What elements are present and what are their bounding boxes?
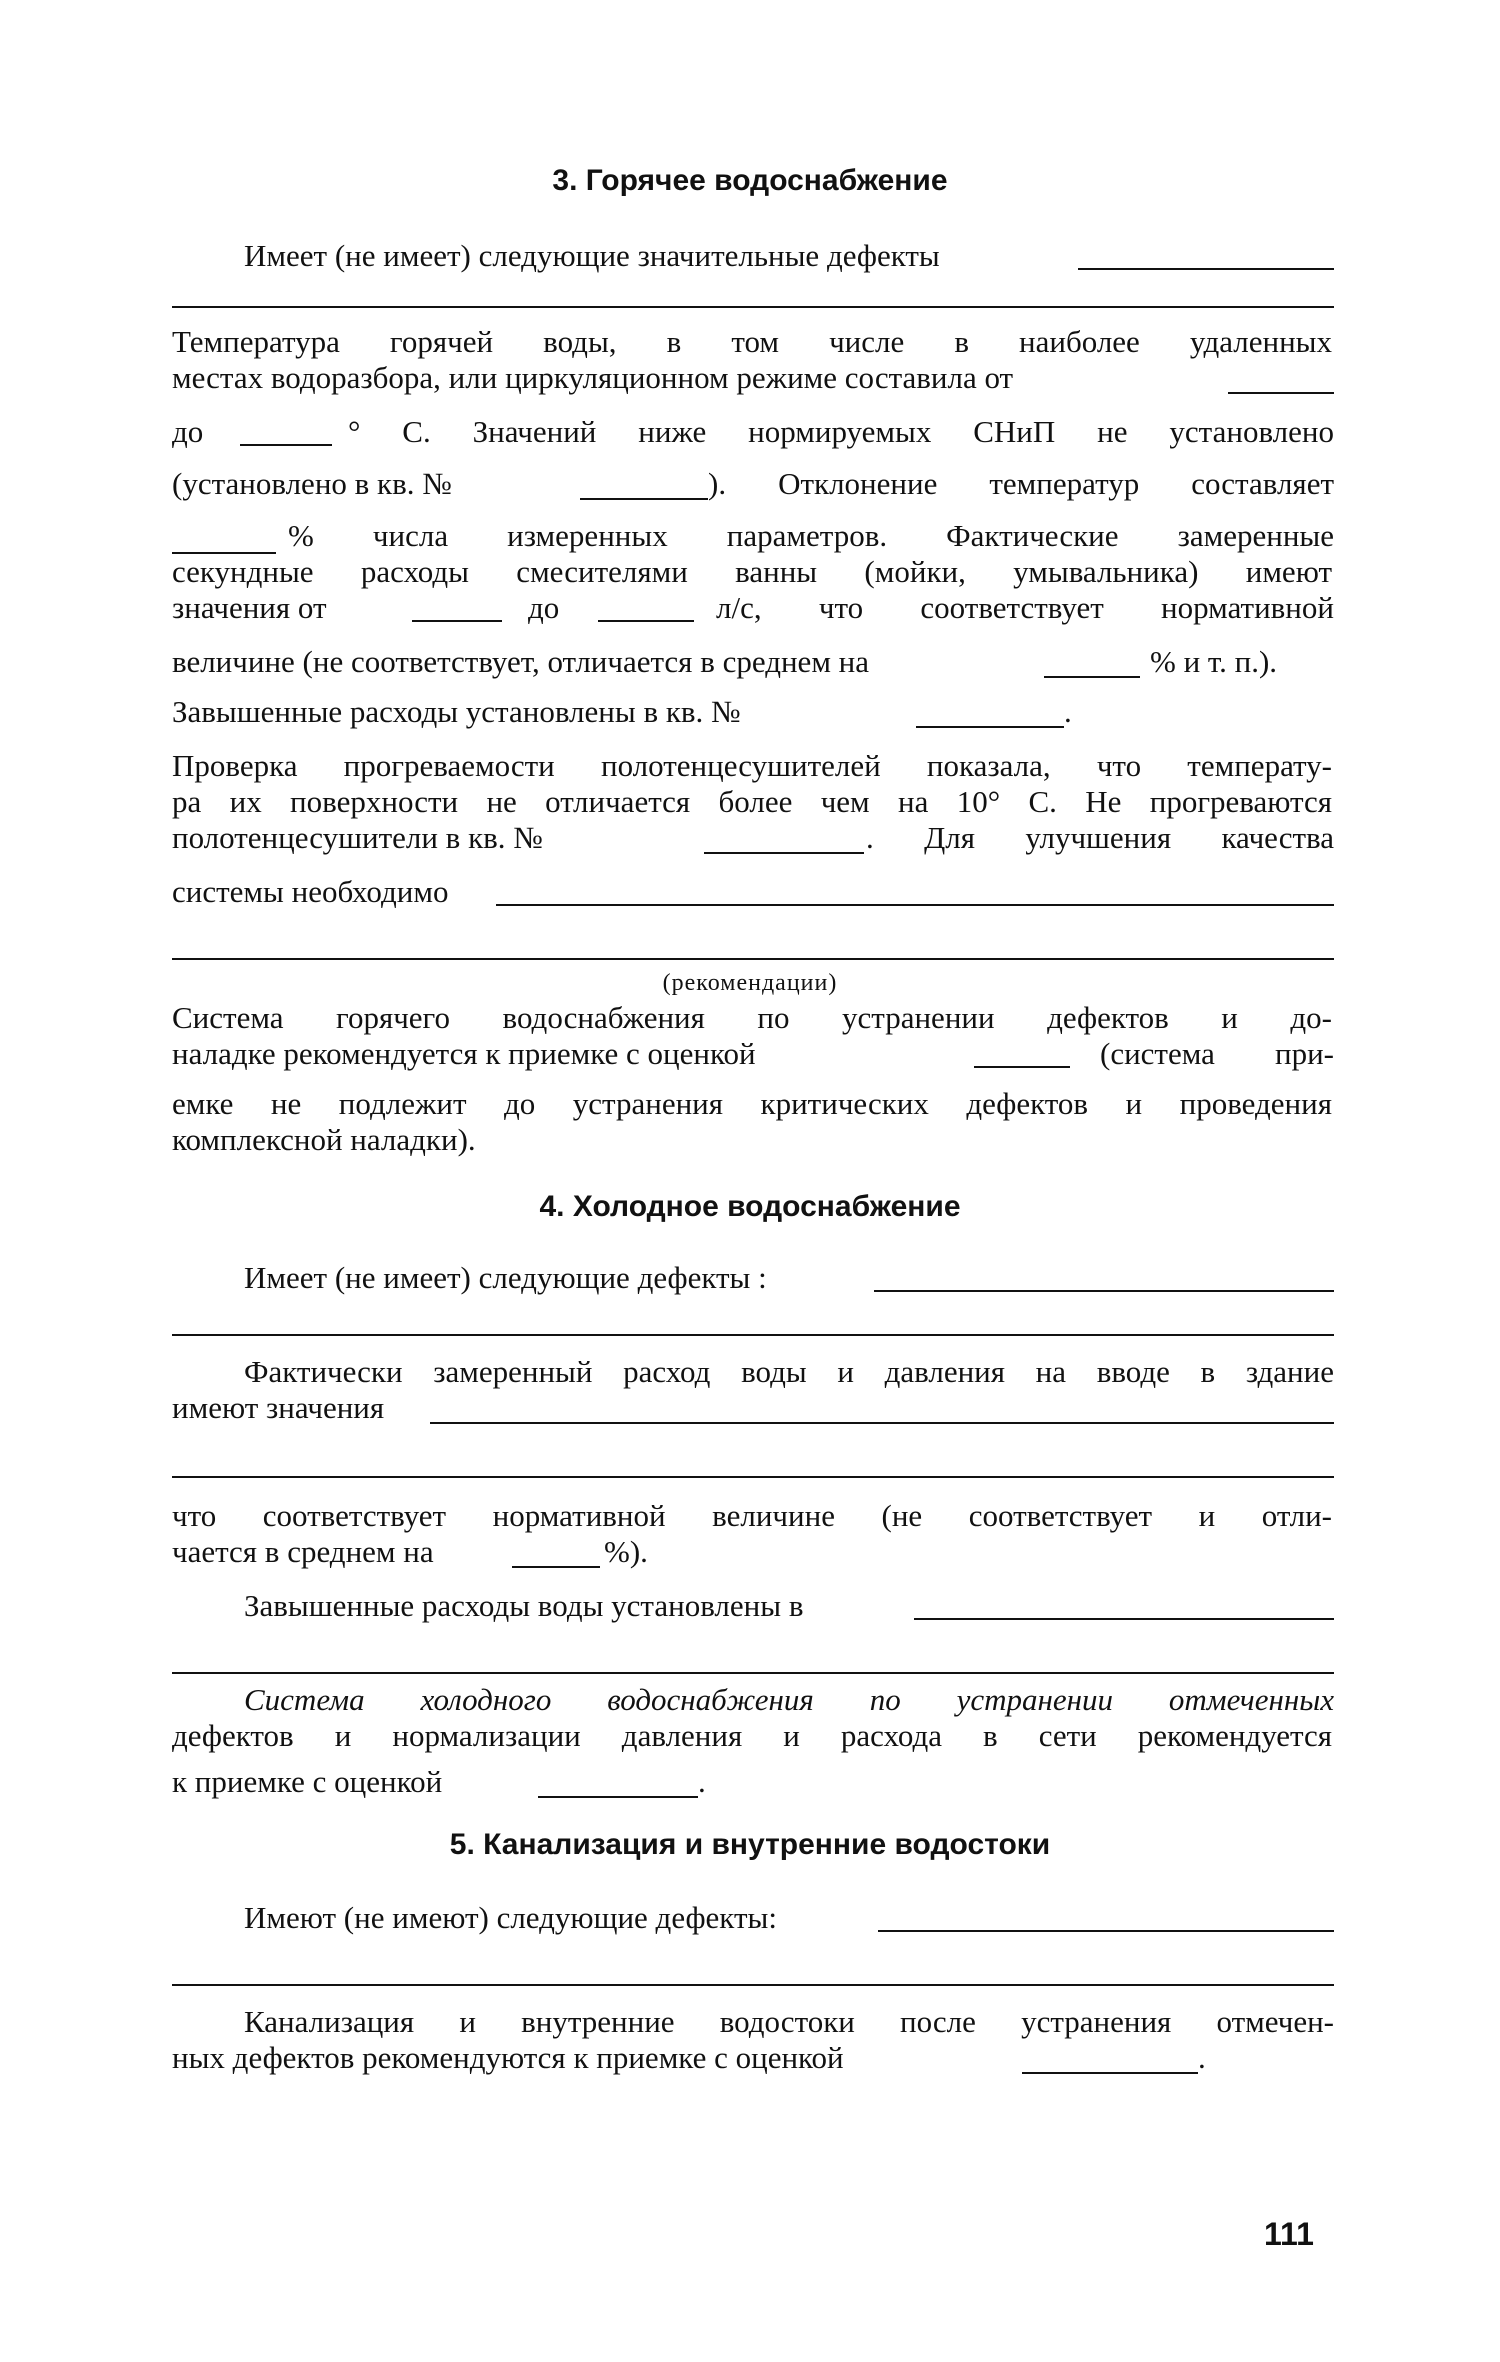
sec4-accept-line-2: дефектов и нормализации давления и расхода в сети рекомендуется — [172, 1718, 1332, 1753]
sec3-temp-line-5: % числа измеренных параметров. Фактические замеренные — [288, 518, 1334, 553]
sec5-accept-line-1: Канализация и внутренние водостоки после устранения отмечен- — [244, 2004, 1334, 2039]
sec4-norm-line-1: что соответствует нормативной величине (не соответствует и отли- — [172, 1498, 1332, 1533]
sec3-accept-line-3: емке не подлежит до устранения критических дефектов и проведения — [172, 1086, 1332, 1121]
sec4-norm-line-2a: чается в среднем на — [172, 1534, 434, 1569]
sec3-flow-to-blank[interactable] — [598, 620, 694, 622]
sec3-temp-line-1: Температура горячей воды, в том числе в наиболее удаленных — [172, 324, 1332, 359]
section-5-heading: 5. Канализация и внутренние водостоки — [449, 1828, 1051, 1861]
sec4-deviation-blank[interactable] — [512, 1566, 600, 1568]
sec3-recommendation-line[interactable] — [172, 958, 1334, 960]
sec3-temp-line-7b: до — [528, 590, 560, 625]
sec3-temp-line-9a: Завышенные расходы установлены в кв. № — [172, 694, 741, 729]
sec4-defects-blank[interactable] — [874, 1290, 1334, 1292]
sec3-accept-line-4: комплексной наладки). — [172, 1122, 476, 1157]
sec3-dryer-apartment-blank[interactable] — [704, 852, 864, 854]
sec4-grade-blank[interactable] — [538, 1796, 698, 1798]
sec3-temp-line-4a: (установлено в кв. № — [172, 466, 452, 501]
sec3-dryer-line-4: системы необходимо — [172, 874, 449, 909]
sec3-temp-line-7a: значения от — [172, 590, 327, 625]
sec3-temp-line-7c: л/с, что соответствует нормативной — [716, 590, 1334, 625]
sec4-accept-line-3a: к приемке с оценкой — [172, 1764, 443, 1799]
sec5-accept-line-2b: . — [1198, 2040, 1206, 2075]
sec4-flow-line[interactable] — [172, 1476, 1334, 1478]
sec5-grade-blank[interactable] — [1022, 2072, 1198, 2074]
sec3-accept-line-2b: (система при- — [1100, 1036, 1334, 1071]
sec3-dryer-line-2: ра их поверхности не отличается более чем на 10° С. Не прогреваются — [172, 784, 1332, 819]
sec5-accept-line-2a: ных дефектов рекомендуются к приемке с оценкой — [172, 2040, 844, 2075]
sec4-flow-line-1: Фактически замеренный расход воды и давления на вводе в здание — [244, 1354, 1334, 1389]
sec3-grade-blank[interactable] — [974, 1066, 1070, 1068]
sec3-defects-label: Имеет (не имеет) следующие значительные дефекты — [244, 238, 940, 273]
sec3-temp-line-2: местах водоразбора, или циркуляционном режиме составила от — [172, 360, 1014, 395]
sec3-defects-line[interactable] — [172, 306, 1334, 308]
sec3-defects-blank[interactable] — [1078, 268, 1334, 270]
sec4-flow-blank[interactable] — [430, 1422, 1334, 1424]
sec3-temp-from-blank[interactable] — [1228, 392, 1334, 394]
section-4-heading: 4. Холодное водоснабжение — [539, 1190, 961, 1223]
sec4-accept-line-3b: . — [698, 1764, 706, 1799]
sec3-excess-apartment-blank[interactable] — [916, 726, 1064, 728]
sec4-flow-line-2: имеют значения — [172, 1390, 385, 1425]
sec3-temp-line-3b: ° С. Значений ниже нормируемых СНиП не установлено — [348, 414, 1334, 449]
sec5-defects-line[interactable] — [172, 1984, 1334, 1986]
section-3-heading: 3. Горячее водоснабжение — [552, 164, 948, 197]
sec3-temp-line-6: секундные расходы смесителями ванны (мойки, умывальника) имеют — [172, 554, 1332, 589]
sec3-avg-deviation-blank[interactable] — [1044, 676, 1140, 678]
sec3-accept-line-1: Система горячего водоснабжения по устранении дефектов и до- — [172, 1000, 1332, 1035]
sec3-temp-line-9b: . — [1064, 694, 1072, 729]
sec4-excess-blank[interactable] — [914, 1618, 1334, 1620]
sec3-temp-line-8b: % и т. п.). — [1150, 644, 1278, 679]
sec4-norm-line-2b: %). — [604, 1534, 648, 1569]
sec4-excess-label: Завышенные расходы воды установлены в — [244, 1588, 804, 1623]
sec3-recommendation-blank[interactable] — [496, 904, 1334, 906]
sec4-excess-line[interactable] — [172, 1672, 1334, 1674]
sec4-accept-line-1: Система холодного водоснабжения по устранении отмеченных — [244, 1682, 1334, 1717]
sec3-temp-line-8a: величине (не соответствует, отличается в среднем на — [172, 644, 870, 679]
sec5-defects-label: Имеют (не имеют) следующие дефекты: — [244, 1900, 777, 1935]
sec4-defects-line[interactable] — [172, 1334, 1334, 1336]
sec5-defects-blank[interactable] — [878, 1930, 1334, 1932]
sec3-accept-line-2a: наладке рекомендуется к приемке с оценкой — [172, 1036, 756, 1071]
sec4-defects-label: Имеет (не имеет) следующие дефекты : — [244, 1260, 767, 1295]
sec3-dryer-line-3b: . Для улучшения качества — [866, 820, 1334, 855]
page-number: 111 — [1264, 2216, 1314, 2252]
sec3-apartment-blank[interactable] — [580, 498, 708, 500]
sec3-dryer-line-3a: полотенцесушители в кв. № — [172, 820, 543, 855]
sec3-temp-line-3a: до — [172, 414, 204, 449]
sec3-recommendation-caption: (рекомендации) — [662, 970, 838, 996]
sec3-flow-from-blank[interactable] — [412, 620, 502, 622]
sec3-temp-line-4b: ). Отклонение температур составляет — [708, 466, 1334, 501]
sec3-dryer-line-1: Проверка прогреваемости полотенцесушителей показала, что температу- — [172, 748, 1332, 783]
sec3-temp-to-blank[interactable] — [240, 444, 332, 446]
